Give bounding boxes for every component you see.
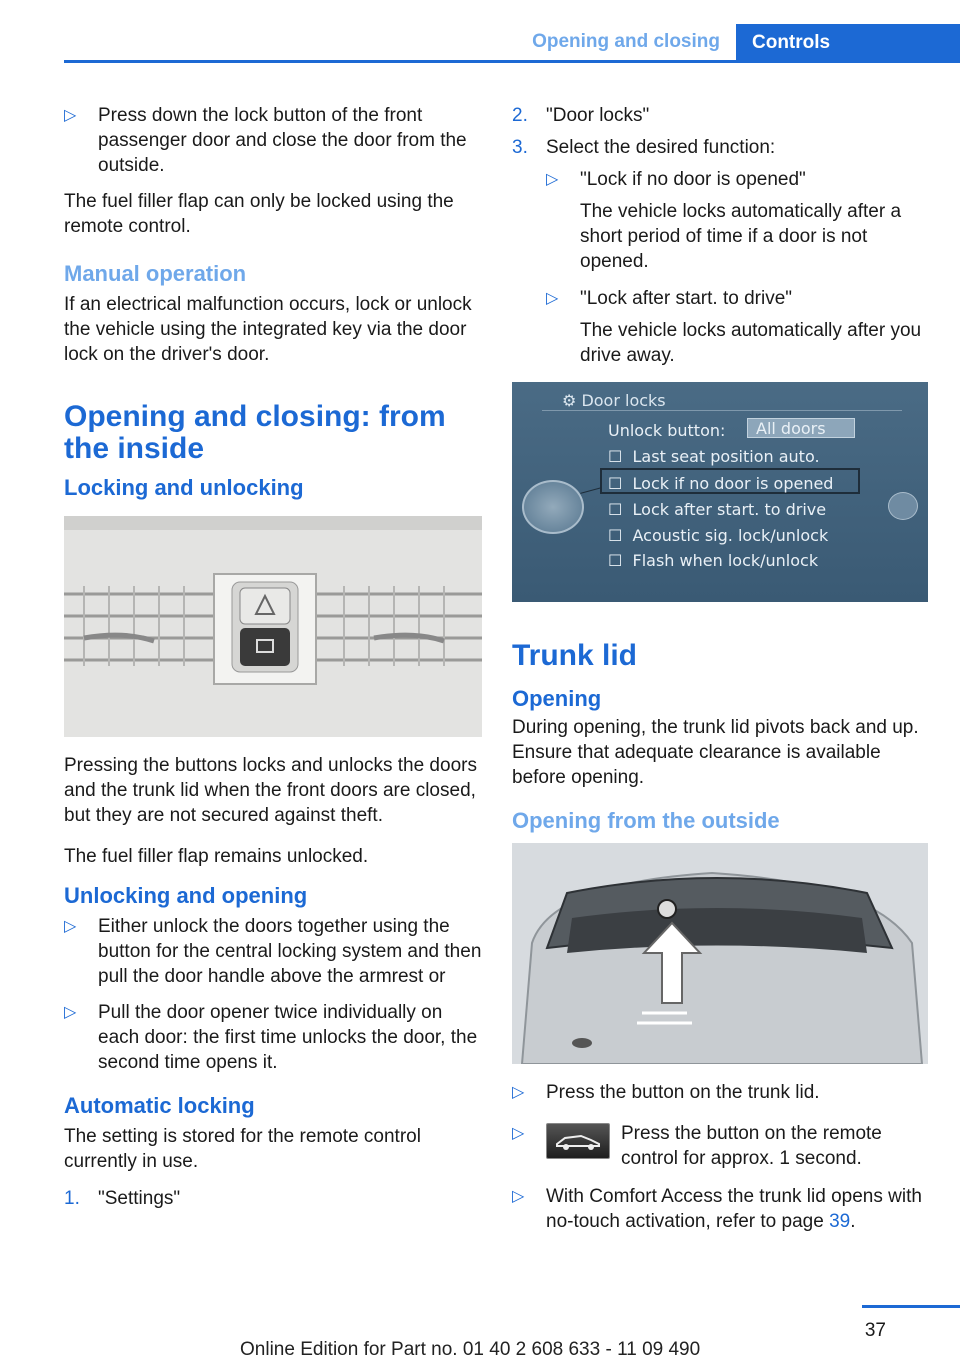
bullet-text: Pull the door opener twice individually on each door: the first time unlocks the door, the second time opens it. xyxy=(98,1002,478,1073)
pressing-text: Pressing the buttons locks and unlocks the doors and the trunk lid when the front doors are closed, but they are not secured against theft. xyxy=(64,755,477,826)
left-column xyxy=(64,103,482,1218)
unlock-button-value[interactable]: All doors xyxy=(747,418,855,438)
step-number: 2. xyxy=(512,105,528,126)
door-locks-screen xyxy=(512,382,928,602)
triangle-bullet-icon: ▷ xyxy=(512,1084,525,1101)
gear-icon: ⚙ xyxy=(562,391,577,410)
remote-trunk-button-icon xyxy=(546,1123,610,1159)
option-title: "Lock if no door is opened" xyxy=(580,169,806,190)
inside-heading: Opening and closing: from the inside xyxy=(64,400,446,465)
list-item xyxy=(512,1121,930,1173)
manual-operation-text: If an electrical malfunction occurs, lock or unlock the vehicle using the integrated key via the door lock on the driver's door. xyxy=(64,294,472,365)
controller-knob-icon xyxy=(522,480,584,534)
trunk-lid-heading: Trunk lid xyxy=(512,639,638,672)
checkbox-icon: ☐ xyxy=(608,447,623,466)
screen-option-label: Lock if no door is opened xyxy=(632,474,834,493)
triangle-bullet-icon: ▷ xyxy=(546,171,559,188)
opening-outside-heading: Opening from the outside xyxy=(512,808,780,833)
bullet-text: Press the button on the remote control for approx. 1 second. xyxy=(621,1123,882,1169)
bullet-text: With Comfort Access the trunk lid opens with no-touch activation, refer to page xyxy=(546,1186,922,1232)
unlocking-heading: Unlocking and opening xyxy=(64,883,308,908)
page-reference-link[interactable]: 39 xyxy=(829,1211,851,1232)
step-number: 3. xyxy=(512,137,528,158)
footer-rule xyxy=(862,1305,960,1308)
bullet-text: Press down the lock button of the front passenger door and close the door from the outside. xyxy=(98,105,467,176)
step-item xyxy=(512,103,930,128)
list-item xyxy=(546,286,930,368)
step-text: "Settings" xyxy=(98,1188,181,1209)
checkbox-icon: ☐ xyxy=(608,474,623,493)
central-locking-figure xyxy=(64,516,482,737)
list-item xyxy=(64,914,482,989)
step-text: "Door locks" xyxy=(546,105,650,126)
screen-option-row[interactable] xyxy=(608,471,833,496)
option-list xyxy=(512,167,930,368)
edition-text: Online Edition for Part no. 01 40 2 608 633 - 11 09 490 xyxy=(240,1339,701,1360)
checkbox-icon: ☐ xyxy=(608,551,623,570)
automatic-locking-text: The setting is stored for the remote control currently in use. xyxy=(64,1126,421,1172)
step-item xyxy=(512,135,930,160)
screen-option-row[interactable] xyxy=(608,444,820,469)
screen-divider xyxy=(542,410,902,411)
checkbox-icon: ☐ xyxy=(608,500,623,519)
list-item xyxy=(64,103,482,178)
screen-option-row[interactable] xyxy=(608,523,828,548)
opening-text: During opening, the trunk lid pivots back and up. Ensure that adequate clearance is available before opening. xyxy=(512,717,919,788)
header-section-title: Opening and closing xyxy=(532,31,720,52)
step-number: 1. xyxy=(64,1188,80,1209)
side-button-icon xyxy=(888,492,918,520)
header-rule xyxy=(64,60,960,63)
air-vent-illustration xyxy=(64,516,482,737)
triangle-bullet-icon: ▷ xyxy=(512,1188,525,1205)
list-item xyxy=(64,1000,482,1075)
triangle-bullet-icon: ▷ xyxy=(512,1125,525,1142)
triangle-bullet-icon: ▷ xyxy=(64,1004,77,1021)
trunk-figure xyxy=(512,843,928,1064)
manual-operation-heading: Manual operation xyxy=(64,261,247,286)
unlock-button-label: Unlock button: xyxy=(608,421,726,440)
locking-heading: Locking and unlocking xyxy=(64,475,304,500)
screen-option-label: Lock after start. to drive xyxy=(632,500,827,519)
page-header xyxy=(0,0,960,64)
bullet-text: Press the button on the trunk lid. xyxy=(546,1082,820,1103)
fuel-unlocked-text: The fuel filler flap remains unlocked. xyxy=(64,846,369,867)
bullet-period: . xyxy=(850,1211,856,1232)
step-text: Select the desired function: xyxy=(546,137,776,158)
automatic-locking-heading: Automatic locking xyxy=(64,1093,255,1118)
screen-option-label: Last seat position auto. xyxy=(632,447,820,466)
option-description: The vehicle locks automatically after a short period of time if a door is not opened. xyxy=(580,201,902,272)
checkbox-icon: ☐ xyxy=(608,526,623,545)
list-item xyxy=(512,1184,930,1234)
page-footer xyxy=(0,1305,960,1362)
screen-option-label: Acoustic sig. lock/unlock xyxy=(632,526,829,545)
list-item xyxy=(546,167,930,274)
opening-heading: Opening xyxy=(512,686,602,711)
screen-title: Door locks xyxy=(581,391,666,410)
list-item xyxy=(512,1080,930,1105)
bullet-text: Either unlock the doors together using the button for the central locking system and then pull the door handle above the armrest or xyxy=(98,916,482,987)
triangle-bullet-icon: ▷ xyxy=(64,107,77,124)
header-tab-controls[interactable]: Controls xyxy=(736,24,960,61)
pointer-line xyxy=(580,487,602,494)
triangle-bullet-icon: ▷ xyxy=(546,290,559,307)
option-description: The vehicle locks automatically after you drive away. xyxy=(580,320,922,366)
car-rear-illustration xyxy=(512,843,928,1064)
option-title: "Lock after start. to drive" xyxy=(580,288,793,309)
screen-option-row[interactable] xyxy=(608,548,818,573)
fuel-locked-text: The fuel filler flap can only be locked using the remote control. xyxy=(64,191,454,237)
right-column xyxy=(512,103,930,1245)
triangle-bullet-icon: ▷ xyxy=(64,918,77,935)
screen-option-label: Flash when lock/unlock xyxy=(632,551,819,570)
step-item xyxy=(64,1186,482,1211)
page-number: 37 xyxy=(864,1320,886,1341)
screen-option-row[interactable] xyxy=(608,497,826,522)
